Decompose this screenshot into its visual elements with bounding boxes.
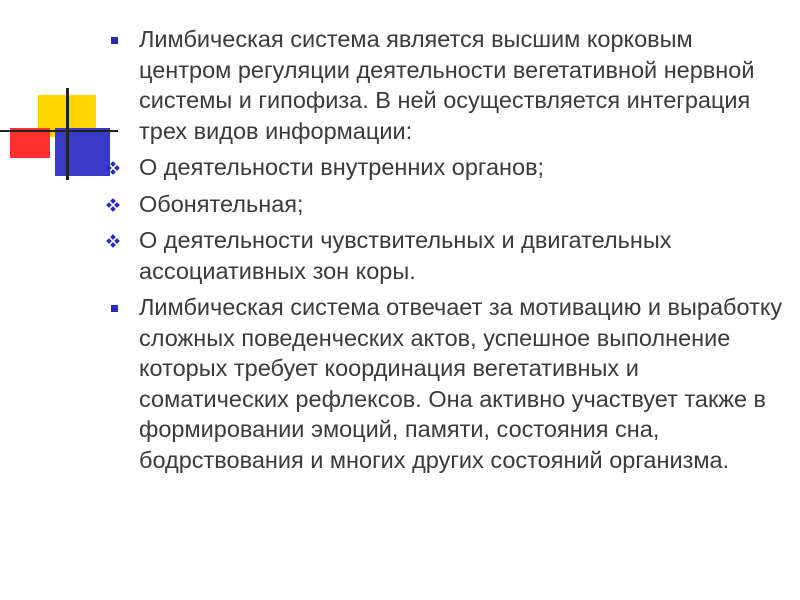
bullet-text: О деятельности чувствительных и двигательных ассоциативных зон коры. — [139, 227, 672, 284]
bullet-item-4 — [103, 225, 783, 286]
bullet-item-3 — [103, 189, 783, 220]
bullet-item-1 — [103, 24, 783, 146]
bullet-text: Лимбическая система отвечает за мотивацию и выработку сложных поведенческих актов, успешное выполнение которых требует координация вегетативных и соматических рефлексов. Она активно участвует также в формировании эмоций, памяти, состояния сна, бодрствования и многих других состояний организма. — [139, 294, 783, 473]
blue-square — [55, 128, 110, 176]
horizontal-line — [0, 130, 118, 132]
diamond-bullet-icon — [103, 227, 123, 253]
bullet-text: Обонятельная; — [139, 190, 304, 217]
red-square — [10, 128, 50, 158]
vertical-line — [66, 88, 69, 180]
diamond-bullet-icon — [103, 191, 123, 217]
square-bullet-icon — [111, 305, 118, 312]
bullet-text: Лимбическая система является высшим корковым центром регуляции деятельности вегетативной нервной системы и гипофиза. В ней осуществляется интеграция трех видов информации: — [139, 26, 755, 144]
diamond-bullet-icon — [103, 154, 123, 180]
square-bullet-icon — [111, 37, 118, 44]
bullet-list — [103, 24, 783, 481]
bullet-item-2 — [103, 152, 783, 183]
bullet-item-5 — [103, 292, 783, 475]
bullet-text: О деятельности внутренних органов; — [139, 154, 545, 180]
